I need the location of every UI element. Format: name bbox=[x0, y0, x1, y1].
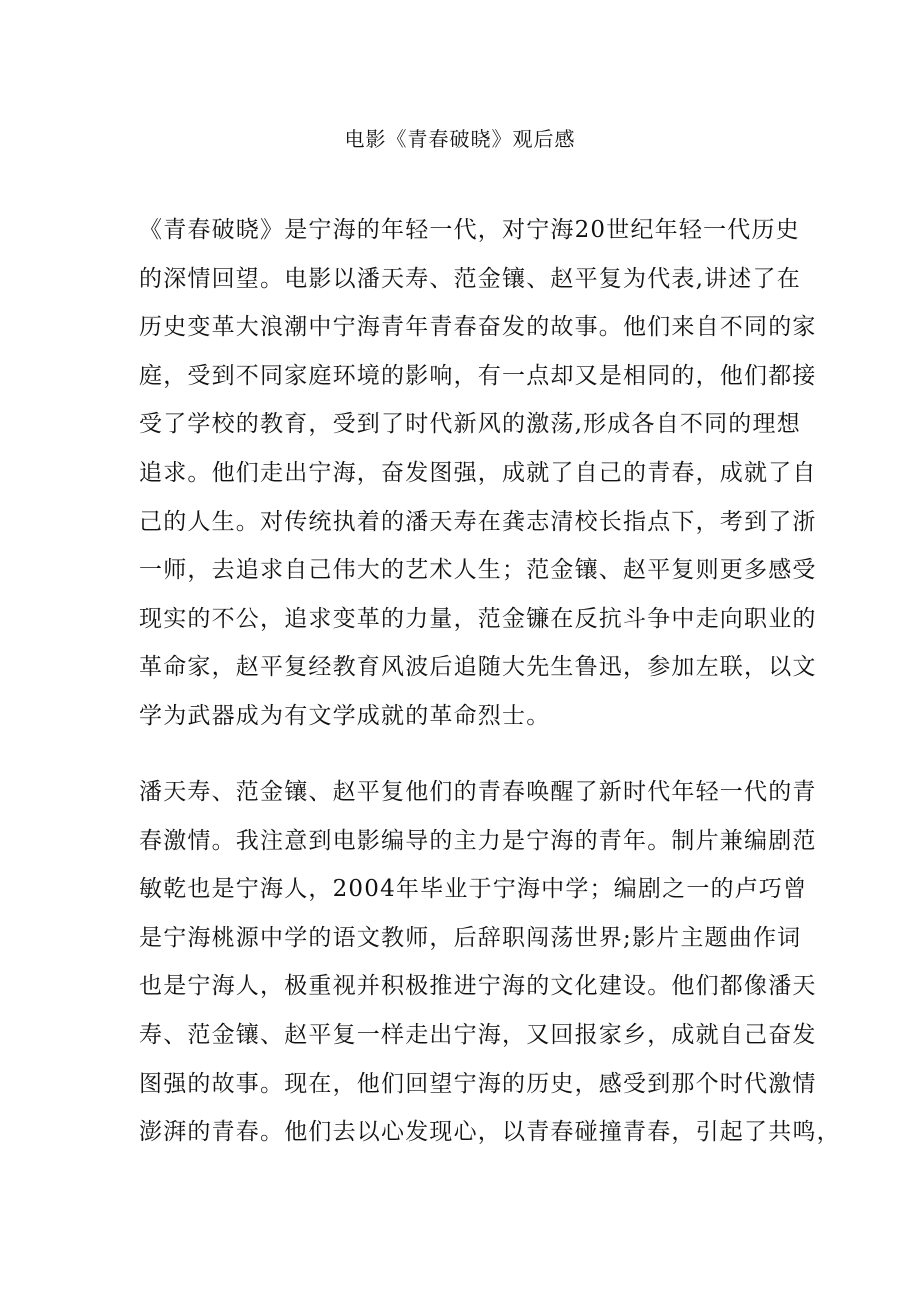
paragraph-line: 一师，去追求自己伟大的艺术人生；范金镶、赵平复则更多感受 bbox=[139, 557, 817, 584]
document-title: 电影《青春破晓》观后感 bbox=[344, 127, 576, 151]
paragraph-line: 图强的故事。现在，他们回望宁海的历史，感受到那个时代激情 bbox=[139, 1070, 817, 1097]
paragraph-line: 是宁海桃源中学的语文教师，后辞职闯荡世界;影片主题曲作词 bbox=[139, 924, 802, 951]
paragraph-line: 学为武器成为有文学成就的革命烈士。 bbox=[139, 702, 551, 729]
paragraph-line: 历史变革大浪潮中宁海青年青春奋发的故事。他们来自不同的家 bbox=[139, 314, 817, 341]
paragraph-line: 受了学校的教育，受到了时代新风的激荡,形成各自不同的理想 bbox=[139, 411, 801, 438]
paragraph-line: 敏乾也是宁海人，2004年毕业于宁海中学；编剧之一的卢巧曾 bbox=[139, 876, 808, 903]
paragraph-line: 潘天寿、范金镶、赵平复他们的青春唤醒了新时代年轻一代的青 bbox=[139, 779, 817, 805]
paragraph-line: 的深情回望。电影以潘天寿、范金镶、赵平复为代表,讲述了在 bbox=[139, 265, 801, 292]
paragraph-line: 寿、范金镶、赵平复一样走出宁海，又回报家乡，成就自己奋发 bbox=[139, 1021, 817, 1048]
paragraph-line: 追求。他们走出宁海，奋发图强，成就了自己的青春，成就了自 bbox=[139, 459, 817, 486]
paragraph-line: 革命家，赵平复经教育风波后追随大先生鲁迅，参加左联，以文 bbox=[139, 654, 817, 681]
paragraph-line: 春激情。我注意到电影编导的主力是宁海的青年。制片兼编剧范 bbox=[139, 827, 817, 854]
paragraph-line: 也是宁海人，极重视并积极推进宁海的文化建设。他们都像潘天 bbox=[139, 973, 817, 1000]
paragraph-2 bbox=[139, 768, 841, 1157]
paragraph-line: 己的人生。对传统执着的潘天寿在龚志清校长指点下，考到了浙 bbox=[139, 508, 817, 535]
paragraph-line: 澎湃的青春。他们去以心发现心，以青春碰撞青春，引起了共鸣， bbox=[139, 1119, 841, 1146]
paragraph-line: 现实的不公，追求变革的力量，范金镰在反抗斗争中走向职业的 bbox=[139, 605, 817, 632]
paragraph-1 bbox=[139, 206, 817, 741]
paragraph-line: 庭，受到不同家庭环境的影响，有一点却又是相同的，他们都接 bbox=[139, 362, 817, 389]
paragraph-line: 《青春破晓》是宁海的年轻一代，对宁海20世纪年轻一代历史 bbox=[139, 217, 800, 243]
